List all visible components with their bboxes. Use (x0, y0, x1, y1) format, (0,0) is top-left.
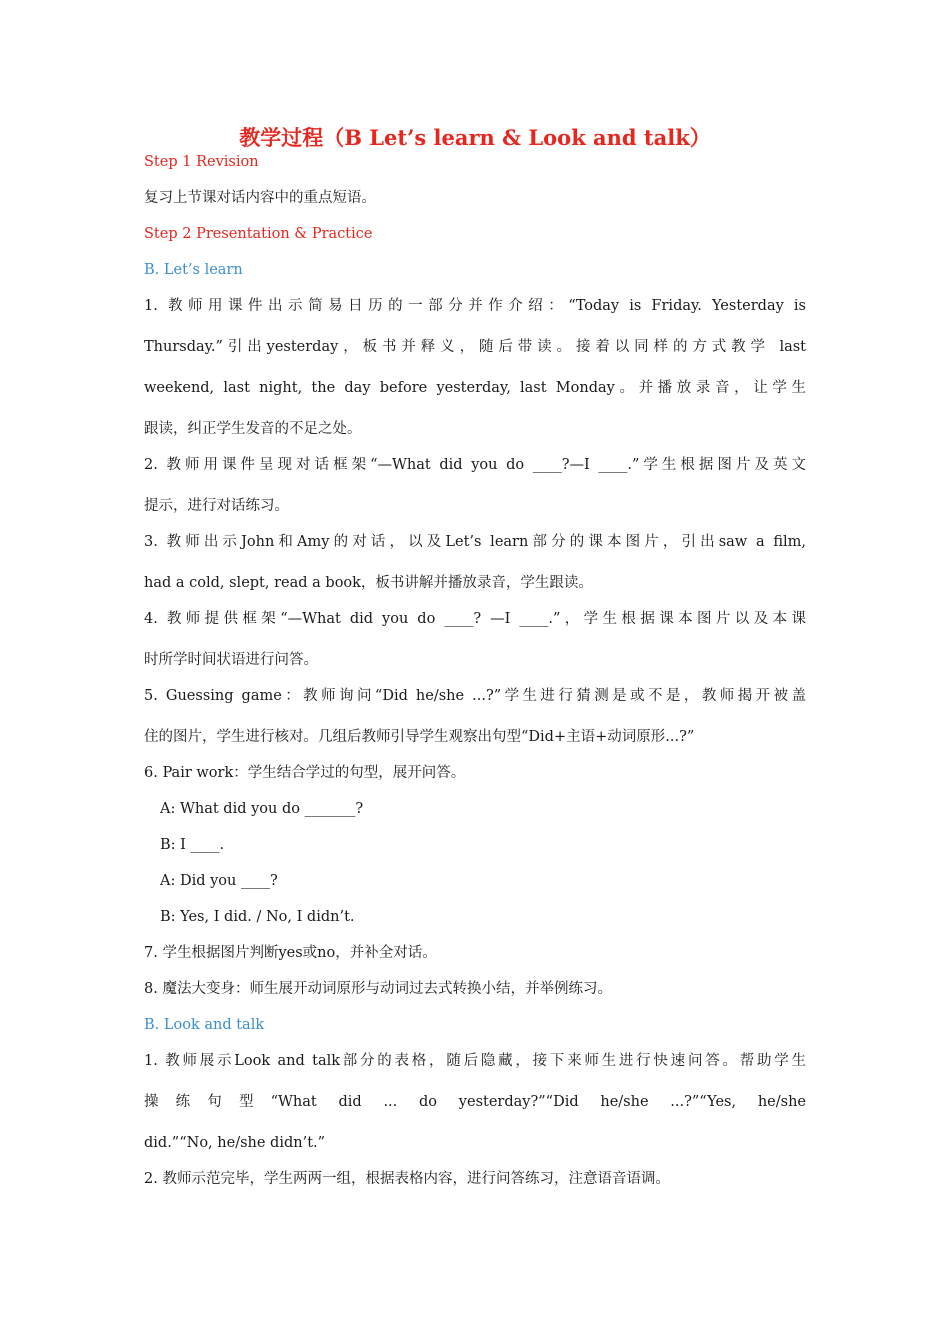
talk-item1-line3: did.”“No, he/she didn’t.” (144, 1135, 326, 1151)
item4-line1: 4. 教师提供框架“—What did you do ____? —I ____.”，学生根据课本图片以及本课 (144, 611, 806, 627)
look-and-talk-subheading: B. Look and talk (144, 1017, 265, 1033)
talk-item1-line2: 操练句型“What did ... do yesterday?”“Did he/she ...?”“Yes, he/she (144, 1094, 806, 1110)
item5-line1: 5. Guessing game：教师询问“Did he/she ...?”学生进行猜测是或不是，教师揭开被盖 (144, 688, 806, 704)
lets-learn-subheading: B. Let’s learn (144, 262, 243, 278)
item3-line2: had a cold, slept, read a book，板书讲解并播放录音，学生跟读。 (144, 575, 593, 591)
item4-line2: 时所学时间状语进行问答。 (144, 652, 318, 668)
dialogue-line-2: B: I ____. (160, 837, 225, 853)
dialogue-line-3: A: Did you ____? (160, 873, 278, 889)
item2-line1: 2. 教师用课件呈现对话框架“—What did you do ____?—I ____.”学生根据图片及英文 (144, 457, 806, 473)
step2-heading: Step 2 Presentation & Practice (144, 226, 373, 242)
talk-item2-text: 2. 教师示范完毕，学生两两一组，根据表格内容，进行问答练习，注意语音语调。 (144, 1171, 670, 1187)
item1-line3: weekend, last night, the day before yesterday, last Monday。并播放录音，让学生 (144, 380, 806, 396)
item1-line2: Thursday.”引出yesterday，板书并释义，随后带读。接着以同样的方式教学 last (144, 339, 806, 355)
talk-item1-line1: 1. 教师展示Look and talk部分的表格，随后隐藏，接下来师生进行快速问答。帮助学生 (144, 1053, 806, 1069)
item1-line1: 1. 教师用课件出示简易日历的一部分并作介绍：“Today is Friday. Yesterday is (144, 298, 806, 314)
item3-line1: 3. 教师出示John和Amy的对话，以及Let’s learn部分的课本图片，引出saw a film, (144, 534, 806, 550)
item6-text: 6. Pair work：学生结合学过的句型，展开问答。 (144, 765, 466, 781)
item5-line2: 住的图片，学生进行核对。几组后教师引导学生观察出句型“Did+主语+动词原形...?” (144, 729, 695, 745)
step1-heading: Step 1 Revision (144, 154, 259, 170)
page-title: 教学过程（B Let’s learn & Look and talk） (239, 125, 711, 150)
review-text: 复习上节课对话内容中的重点短语。 (144, 190, 376, 206)
item2-line2: 提示，进行对话练习。 (144, 498, 289, 514)
dialogue-line-4: B: Yes, I did. / No, I didn’t. (160, 909, 355, 925)
item7-text: 7. 学生根据图片判断yes或no，并补全对话。 (144, 945, 437, 961)
item1-line4: 跟读，纠正学生发音的不足之处。 (144, 421, 362, 437)
dialogue-line-1: A: What did you do _______? (160, 801, 364, 817)
item8-text: 8. 魔法大变身：师生展开动词原形与动词过去式转换小结，并举例练习。 (144, 981, 612, 997)
